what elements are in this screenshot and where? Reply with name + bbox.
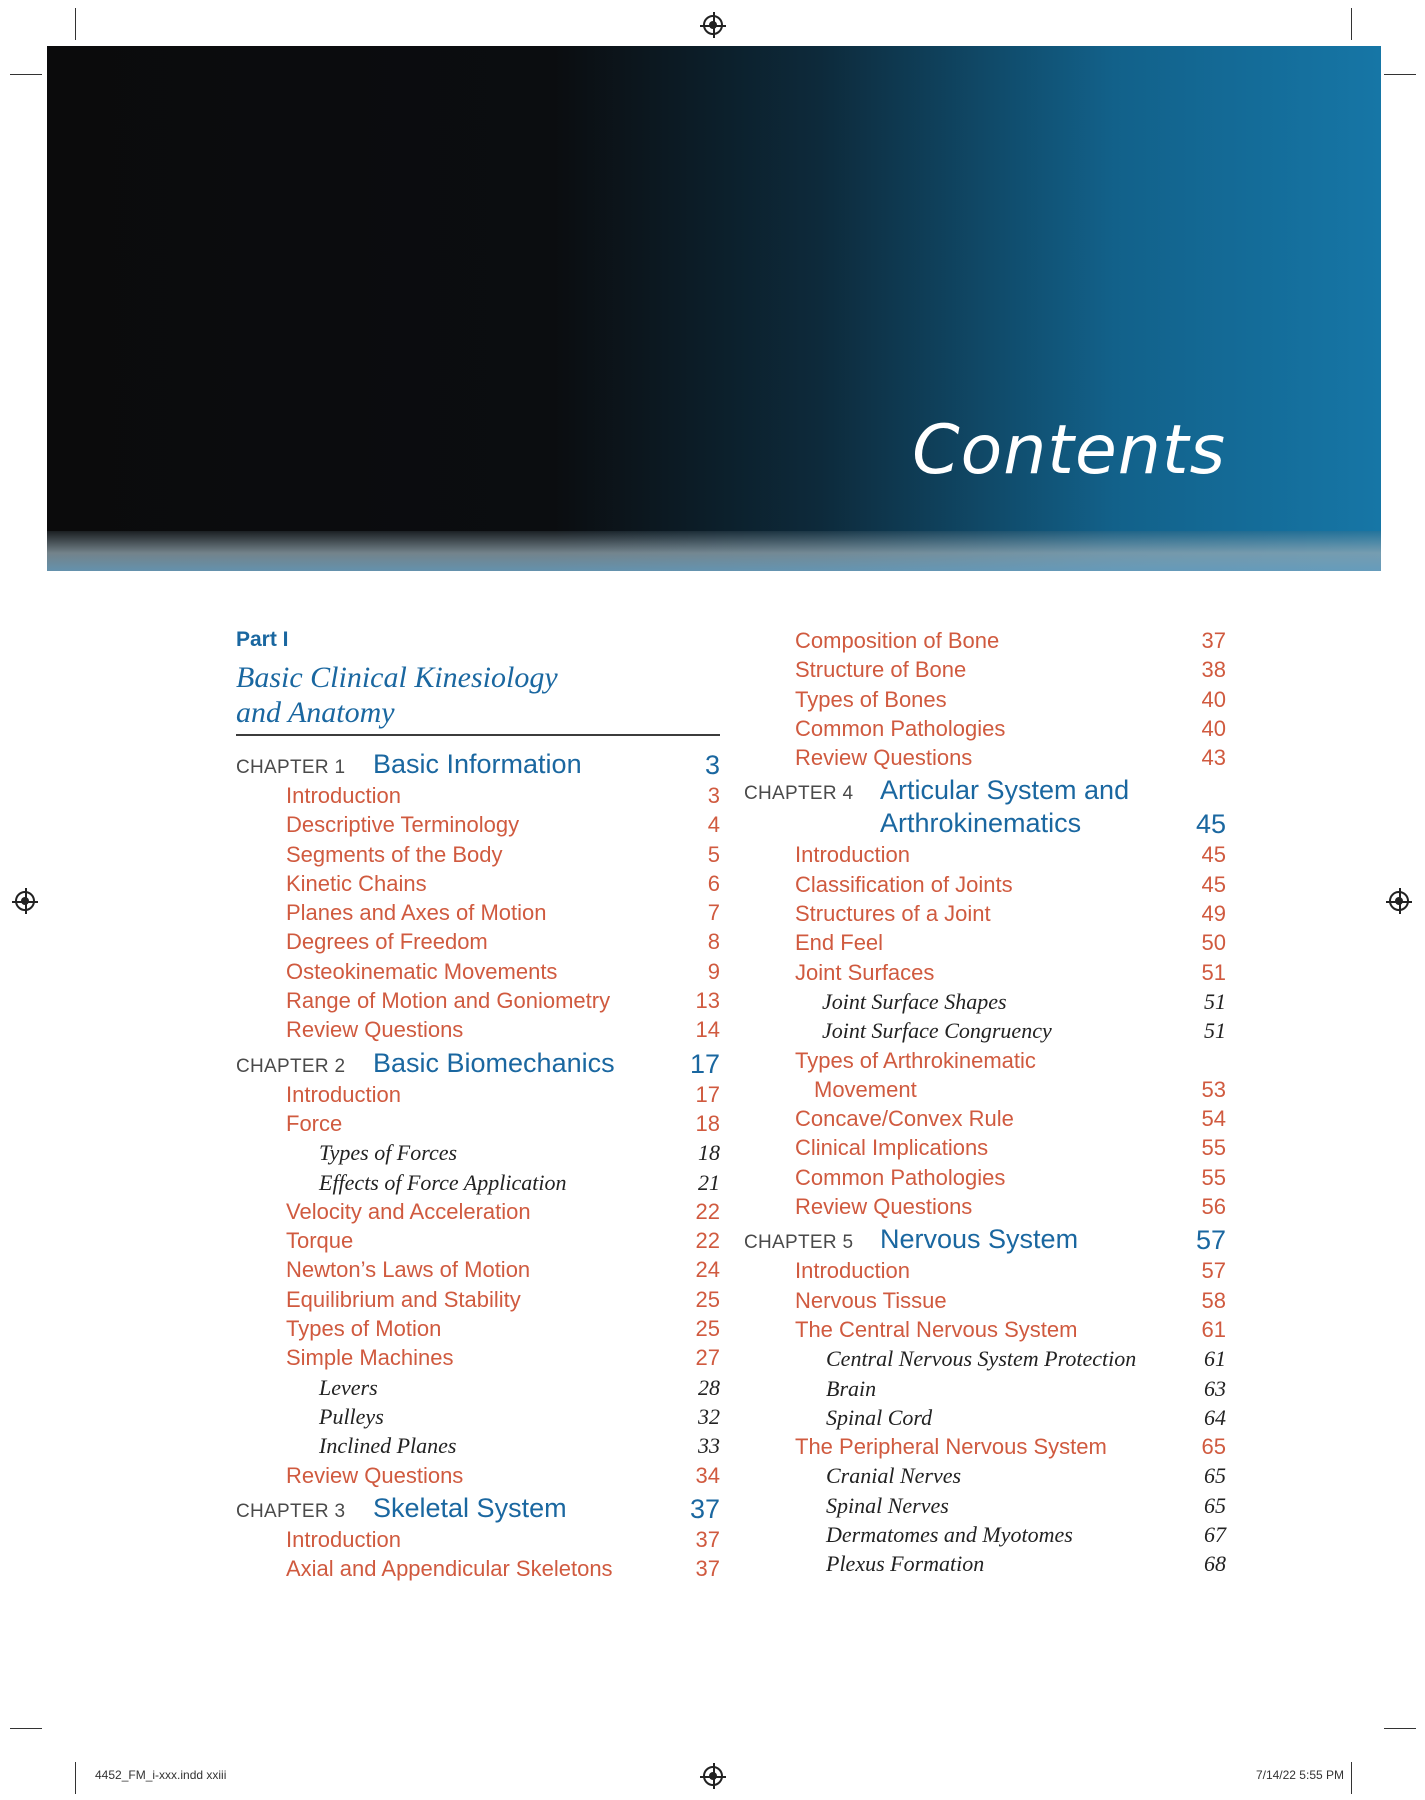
toc-subentry-title[interactable]: Brain [826,1375,877,1401]
toc-subentry-title[interactable]: Central Nervous System Protection [826,1346,1137,1372]
toc-subentry-title[interactable]: Dermatomes and Myotomes [826,1522,1073,1548]
toc-subentry-title[interactable]: Joint Surface Shapes [822,988,1007,1014]
chapter-page: 3 [704,750,720,780]
toc-entry-page: 61 [1204,1346,1226,1372]
toc-entry-page: 37 [695,1556,720,1582]
chapter-heading[interactable] [744,776,1226,842]
part-title-line-2: and Anatomy [236,696,395,729]
toc-entry[interactable] [236,1111,720,1140]
part-divider [236,734,720,736]
toc-entry[interactable] [236,959,720,988]
toc-entry-page: 21 [698,1169,720,1195]
toc-entry[interactable] [744,1288,1226,1317]
toc-entry-continued[interactable] [744,1077,1226,1106]
toc-subentry[interactable] [744,1018,1226,1047]
chapter-page: 45 [1195,809,1226,840]
toc-entry[interactable] [236,1257,720,1286]
crop-mark [75,8,76,40]
toc-entry-page: 5 [707,841,720,867]
toc-entry[interactable] [236,812,720,841]
toc-entry-page: 56 [1201,1194,1226,1220]
chapter-heading[interactable] [236,1049,720,1082]
chapter-title[interactable]: Basic Biomechanics [373,1047,615,1078]
page-title: Contents [912,411,1226,490]
toc-entry-title[interactable]: Introduction [286,1081,401,1107]
chapter-title[interactable]: Basic Information [373,749,582,779]
chapter-title[interactable]: Skeletal System [373,1492,567,1523]
toc-entry[interactable] [236,1463,720,1492]
toc-entry-title[interactable]: End Feel [795,930,884,956]
chapter-label: CHAPTER 1 [236,757,346,778]
chapter-label: CHAPTER 5 [744,1232,854,1254]
toc-entry-page: 25 [695,1286,720,1312]
chapter-heading[interactable] [236,1494,720,1527]
toc-subentry[interactable] [744,1463,1226,1492]
toc-entry-title[interactable]: Descriptive Terminology [286,812,520,838]
toc-entry-page: 51 [1204,988,1226,1014]
toc-entry-page: 49 [1201,901,1226,927]
chapter-page: 17 [689,1048,720,1079]
toc-entry[interactable] [744,930,1226,959]
toc-entry-page: 50 [1201,930,1226,956]
registration-mark-icon [1389,891,1409,911]
toc-entry[interactable] [744,1165,1226,1194]
toc-entry-page: 57 [1201,1258,1226,1284]
chapter-heading[interactable] [236,750,720,783]
toc-entry-page: 67 [1204,1522,1226,1548]
toc-entry[interactable] [236,1556,720,1585]
toc-subentry[interactable] [744,1376,1226,1405]
toc-entry-title[interactable]: The Central Nervous System [795,1316,1078,1342]
toc-entry-page: 65 [1204,1492,1226,1518]
toc-subentry-title[interactable]: Cranial Nerves [826,1463,962,1489]
toc-entry-title[interactable]: Types of Arthrokinematic [795,1047,1036,1073]
toc-entry[interactable] [236,1082,720,1111]
toc-entry-title[interactable]: Range of Motion and Goniometry [286,988,611,1014]
toc-subentry[interactable] [236,1140,720,1169]
toc-subentry-title[interactable]: Inclined Planes [319,1433,457,1459]
crop-mark [10,1728,42,1729]
toc-subentry[interactable] [236,1170,720,1199]
toc-entry[interactable] [744,960,1226,989]
chapter-page: 37 [689,1493,720,1524]
toc-entry-page: 40 [1201,715,1226,741]
crop-mark [1384,74,1416,75]
toc-subentry[interactable] [236,1404,720,1433]
toc-entry-page: 38 [1201,657,1226,683]
toc-subentry[interactable] [744,1551,1226,1580]
toc-entry-title[interactable]: Types of Motion [286,1316,442,1342]
toc-entry-title[interactable]: Types of Bones [795,686,947,712]
crop-mark [75,1762,76,1794]
toc-entry-page: 17 [695,1081,720,1107]
toc-subentry-title[interactable]: Joint Surface Congruency [822,1018,1052,1044]
toc-subentry-title[interactable]: Plexus Formation [826,1551,985,1577]
toc-entry[interactable] [236,1345,720,1374]
toc-entry[interactable] [236,1287,720,1316]
toc-entry[interactable] [236,1228,720,1257]
toc-subentry-title[interactable]: Effects of Force Application [319,1169,567,1195]
toc-entry-page: 65 [1201,1434,1226,1460]
toc-entry-page: 40 [1201,686,1226,712]
toc-entry-page: 13 [695,988,720,1014]
toc-entry-title[interactable]: Joint Surfaces [795,959,935,985]
chapter-title-line-1[interactable]: Articular System and [880,775,1130,806]
toc-entry[interactable] [744,1048,1226,1077]
toc-entry-page: 53 [1201,1076,1226,1102]
toc-entry-title[interactable]: Concave/Convex Rule [795,1106,1014,1132]
part-title-line-1: Basic Clinical Kinesiology [236,661,558,694]
toc-right-column [744,628,1226,1581]
toc-entry-page: 61 [1201,1316,1226,1342]
toc-entry-title[interactable]: Structures of a Joint [795,901,991,927]
toc-entry-title[interactable]: Clinical Implications [795,1135,989,1161]
toc-entry-title[interactable]: Force [286,1110,343,1136]
toc-entry-title[interactable]: Review Questions [286,1017,464,1043]
toc-entry[interactable] [236,988,720,1017]
toc-entry-title[interactable]: Review Questions [795,1194,973,1220]
toc-entry-title[interactable]: Nervous Tissue [795,1287,947,1313]
crop-mark [1351,8,1352,40]
toc-entry[interactable] [236,1199,720,1228]
toc-entry-page: 22 [695,1198,720,1224]
toc-subentry[interactable] [744,989,1226,1018]
toc-entry[interactable] [236,1316,720,1345]
chapter-label: CHAPTER 2 [236,1055,346,1077]
toc-entry[interactable] [744,716,1226,745]
toc-subentry[interactable] [744,1346,1226,1375]
toc-left-column [236,628,720,1585]
toc-subentry[interactable] [744,1405,1226,1434]
chapter-page: 57 [1195,1225,1226,1256]
chapter-label: CHAPTER 4 [744,783,854,805]
toc-entry-title[interactable]: Planes and Axes of Motion [286,900,547,926]
toc-entry[interactable] [236,900,720,929]
toc-entry[interactable] [236,871,720,900]
toc-entry-page: 9 [707,958,720,984]
registration-mark-icon [15,891,35,911]
toc-entry[interactable] [236,1527,720,1556]
chapter-label: CHAPTER 3 [236,1500,346,1522]
toc-entry-title[interactable]: Review Questions [286,1462,464,1488]
toc-entry[interactable] [744,657,1226,686]
slug-filename: 4452_FM_i-xxx.indd xxiii [95,1768,227,1782]
toc-entry-page: 54 [1201,1106,1226,1132]
toc-entry-page: 45 [1201,871,1226,897]
toc-entry-title[interactable]: Composition of Bone [795,628,1000,653]
toc-subentry[interactable] [744,1493,1226,1522]
toc-entry-page: 37 [695,1526,720,1552]
toc-entry-title[interactable]: Equilibrium and Stability [286,1286,521,1312]
toc-entry[interactable] [744,1106,1226,1135]
toc-entry-title[interactable]: Simple Machines [286,1345,454,1371]
header-banner [47,46,1381,571]
toc-entry-title[interactable]: Introduction [795,842,910,868]
toc-entry-page: 65 [1204,1463,1226,1489]
toc-entry-page: 64 [1204,1404,1226,1430]
toc-entry-page: 58 [1201,1287,1226,1313]
crop-mark [10,74,42,75]
toc-entry[interactable] [744,1194,1226,1223]
toc-entry-page: 43 [1201,745,1226,771]
toc-entry-title[interactable]: Kinetic Chains [286,870,427,896]
toc-entry-page: 55 [1201,1164,1226,1190]
toc-entry[interactable] [744,745,1226,774]
chapter-title-line-2[interactable]: Arthrokinematics [880,808,1082,839]
toc-entry-page: 51 [1204,1018,1226,1044]
toc-entry-title[interactable]: Osteokinematic Movements [286,958,558,984]
chapter-title[interactable]: Nervous System [880,1224,1079,1255]
toc-entry-title[interactable]: Introduction [286,783,401,808]
toc-subentry[interactable] [236,1433,720,1462]
toc-entry-page: 55 [1201,1135,1226,1161]
chapter-heading[interactable] [744,1225,1226,1258]
toc-entry-title[interactable]: Torque [286,1228,354,1254]
toc-entry-page: 7 [707,900,720,926]
toc-entry-page: 32 [698,1403,720,1429]
part-label: Part I [236,628,289,651]
toc-entry[interactable] [744,872,1226,901]
toc-entry-title[interactable]: Review Questions [795,745,973,771]
toc-entry-title[interactable]: Velocity and Acceleration [286,1198,531,1224]
crop-mark [1351,1762,1352,1794]
toc-entry[interactable] [744,1434,1226,1463]
toc-entry-title[interactable]: Movement [814,1076,917,1102]
toc-entry-page: 34 [695,1462,720,1488]
toc-entry-page: 28 [698,1374,720,1400]
slug-timestamp: 7/14/22 5:55 PM [1255,1768,1344,1782]
toc-entry-title[interactable]: Structure of Bone [795,657,967,683]
crop-mark [1384,1728,1416,1729]
toc-entry[interactable] [744,687,1226,716]
toc-entry-title[interactable]: Introduction [795,1258,910,1284]
toc-entry[interactable] [744,1258,1226,1287]
toc-entry[interactable] [744,901,1226,930]
toc-entry-title[interactable]: Axial and Appendicular Skeletons [286,1556,613,1582]
toc-entry-page: 6 [707,870,720,896]
toc-entry-page: 24 [695,1257,720,1283]
toc-entry-page: 63 [1204,1375,1226,1401]
toc-entry-title[interactable]: Common Pathologies [795,715,1006,741]
registration-mark-icon [703,15,723,35]
toc-subentry[interactable] [744,1522,1226,1551]
toc-entry-page: 4 [707,812,720,838]
toc-entry-title[interactable]: Introduction [286,1526,401,1552]
toc-entry-title[interactable]: Segments of the Body [286,841,503,867]
toc-entry-page: 14 [695,1017,720,1043]
toc-entry-title[interactable]: Common Pathologies [795,1164,1006,1190]
toc-subentry-title[interactable]: Pulleys [319,1403,384,1429]
toc-entry-page: 27 [695,1345,720,1371]
toc-entry-page: 22 [695,1228,720,1254]
banner-floor [47,531,1381,571]
toc-entry[interactable] [744,842,1226,871]
toc-entry-page: 25 [695,1316,720,1342]
toc-entry[interactable] [744,1135,1226,1164]
toc-entry[interactable] [236,783,720,812]
toc-entry-page: 18 [698,1140,720,1166]
toc-subentry[interactable] [236,1375,720,1404]
toc-entry[interactable] [744,628,1226,657]
toc-subentry-title[interactable]: Spinal Cord [826,1404,933,1430]
toc-entry[interactable] [236,929,720,958]
toc-subentry-title[interactable]: Spinal Nerves [826,1492,949,1518]
toc-entry-page: 3 [707,783,720,808]
toc-entry-page: 68 [1204,1551,1226,1577]
toc-entry-page: 37 [1201,628,1226,653]
toc-entry-title[interactable]: The Peripheral Nervous System [795,1434,1107,1460]
toc-entry-title[interactable]: Newton’s Laws of Motion [286,1257,531,1283]
toc-entry[interactable] [236,1017,720,1046]
toc-entry[interactable] [236,842,720,871]
registration-mark-icon [703,1766,723,1786]
toc-entry-title[interactable]: Degrees of Freedom [286,929,488,955]
toc-entry-title[interactable]: Classification of Joints [795,871,1013,897]
toc-entry-page: 8 [707,929,720,955]
toc-entry[interactable] [744,1317,1226,1346]
toc-entry-page: 45 [1201,842,1226,868]
toc-subentry-title[interactable]: Types of Forces [319,1140,458,1166]
toc-entry-page: 18 [695,1110,720,1136]
toc-entry-page: 51 [1201,959,1226,985]
toc-entry-page: 33 [698,1433,720,1459]
toc-subentry-title[interactable]: Levers [319,1374,378,1400]
